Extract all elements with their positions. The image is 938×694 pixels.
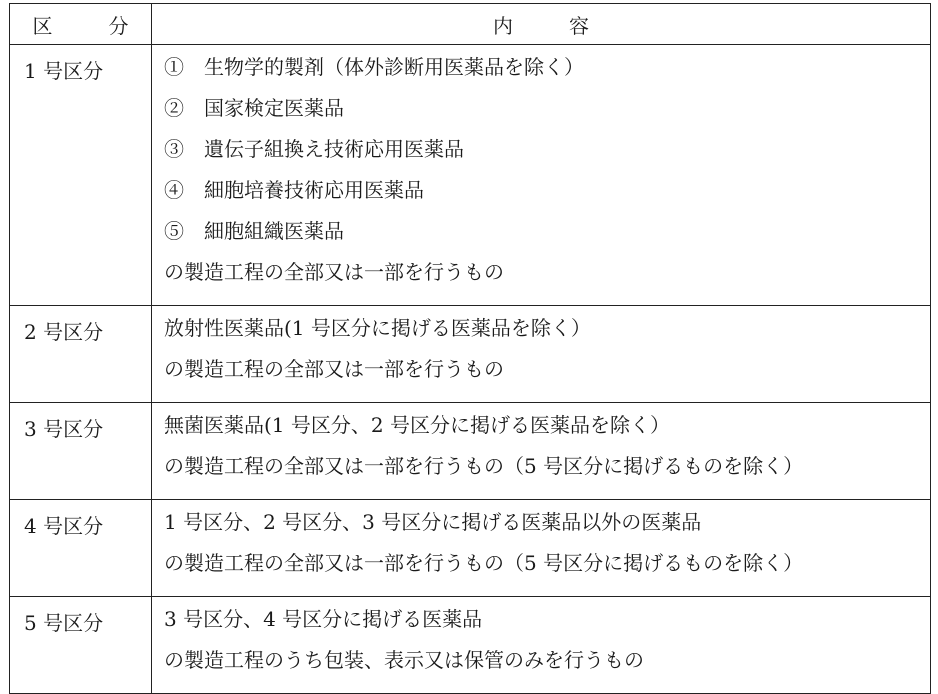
table-row <box>10 403 931 500</box>
content-cell <box>152 597 931 694</box>
header-row <box>10 4 931 45</box>
content-line: ④ 細胞培養技術応用医薬品 <box>164 178 424 202</box>
content-line: の製造工程の全部又は一部を行うもの（5 号区分に掲げるものを除く） <box>164 551 804 575</box>
content-line: 無菌医薬品(1 号区分、2 号区分に掲げる医薬品を除く） <box>164 413 670 437</box>
table-row <box>10 500 931 597</box>
content-cell <box>152 45 931 306</box>
header-content: 内 容 <box>152 4 931 45</box>
table-row <box>10 45 931 306</box>
content-line: の製造工程の全部又は一部を行うもの <box>164 260 504 284</box>
content-line: ① 生物学的製剤（体外診断用医薬品を除く） <box>164 55 584 79</box>
category-cell: 5 号区分 <box>10 597 152 694</box>
table-header <box>10 4 931 45</box>
content-line: の製造工程の全部又は一部を行うもの（5 号区分に掲げるものを除く） <box>164 454 804 478</box>
header-category: 区 分 <box>10 4 152 45</box>
content-line: ② 国家検定医薬品 <box>164 96 344 120</box>
content-line: 放射性医薬品(1 号区分に掲げる医薬品を除く） <box>164 316 591 340</box>
content-line: ③ 遺伝子組換え技術応用医薬品 <box>164 137 464 161</box>
category-cell: 3 号区分 <box>10 403 152 500</box>
content-cell <box>152 500 931 597</box>
content-cell <box>152 306 931 403</box>
table-row <box>10 306 931 403</box>
table-row <box>10 597 931 694</box>
content-cell <box>152 403 931 500</box>
category-cell: 4 号区分 <box>10 500 152 597</box>
classification-table <box>9 3 931 694</box>
content-line: 1 号区分、2 号区分、3 号区分に掲げる医薬品以外の医薬品 <box>164 510 702 534</box>
content-line: の製造工程のうち包装、表示又は保管のみを行うもの <box>164 648 644 672</box>
category-cell: 2 号区分 <box>10 306 152 403</box>
content-line: の製造工程の全部又は一部を行うもの <box>164 357 504 381</box>
table-body <box>10 45 931 694</box>
content-line: ⑤ 細胞組織医薬品 <box>164 219 344 243</box>
category-cell: 1 号区分 <box>10 45 152 306</box>
content-line: 3 号区分、4 号区分に掲げる医薬品 <box>164 607 483 631</box>
